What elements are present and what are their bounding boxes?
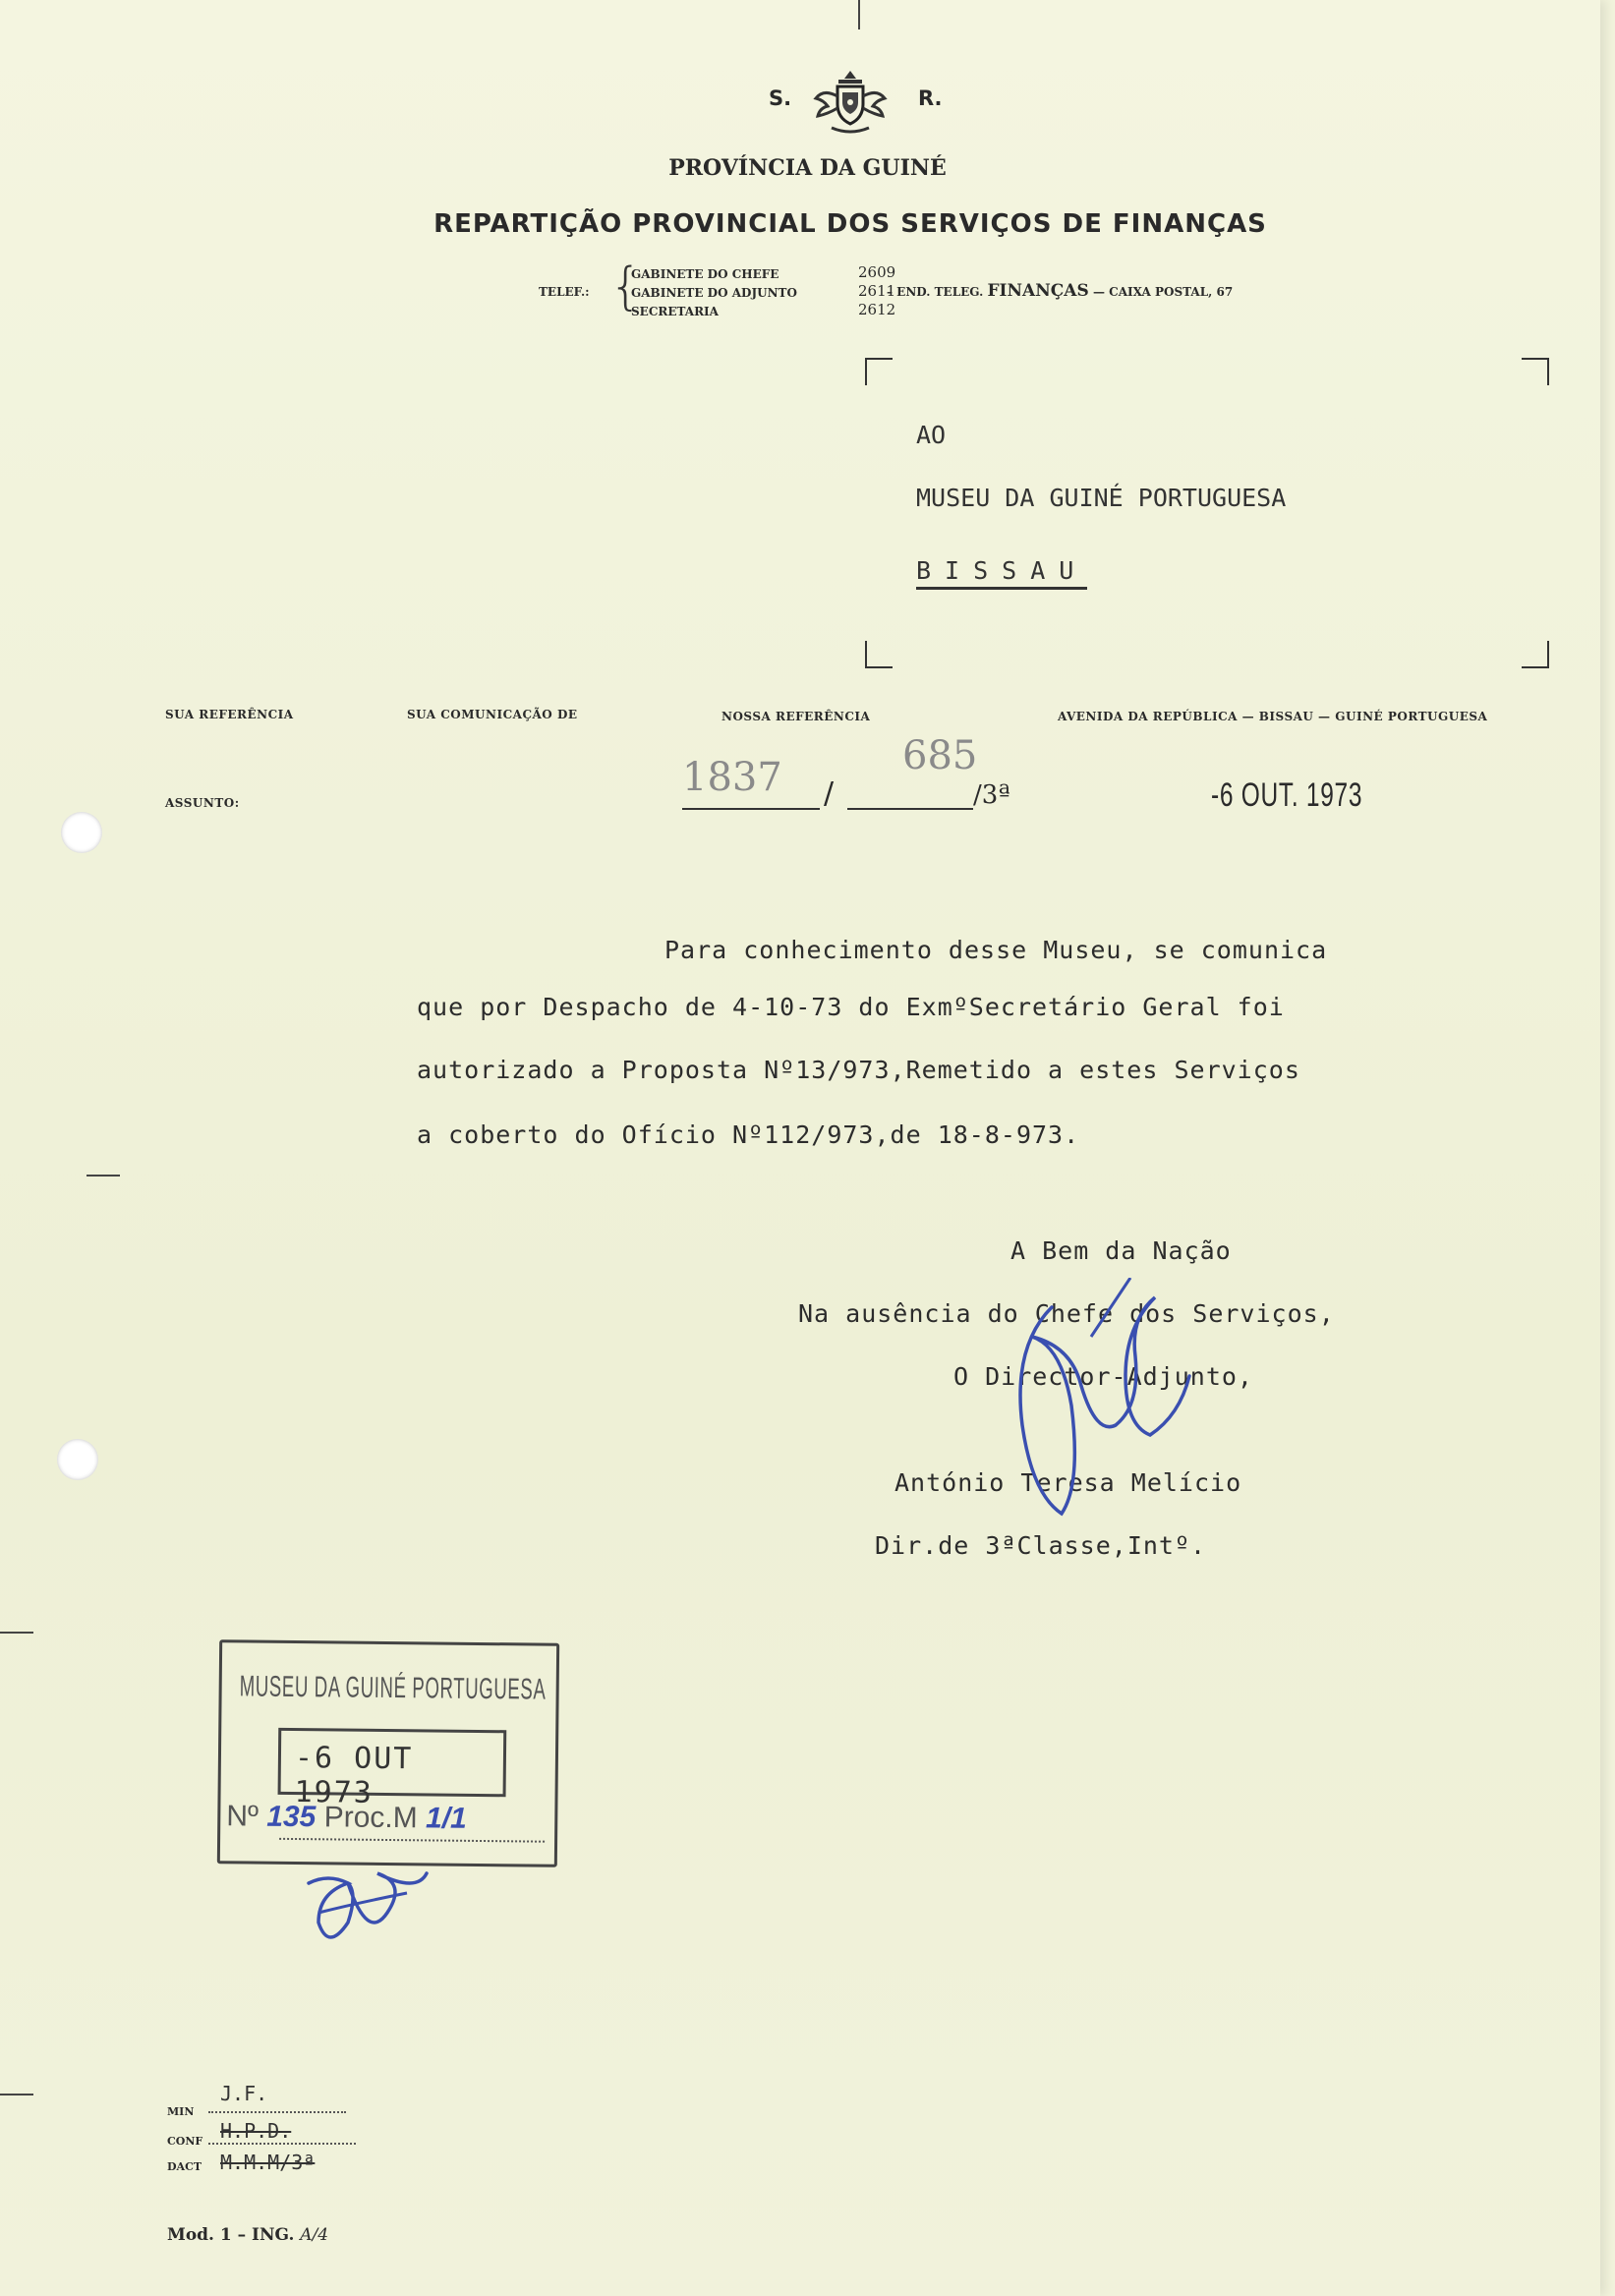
label-assunto: ASSUNTO: bbox=[165, 796, 240, 810]
margin-mark bbox=[87, 1175, 120, 1177]
phone-number: 2609 bbox=[858, 263, 896, 281]
stamp-dotted-line bbox=[279, 1838, 545, 1843]
stamp-proc-label: Proc.M bbox=[323, 1801, 418, 1835]
phone-labels bbox=[631, 265, 797, 321]
role-line: O Director-Adjunto, bbox=[953, 1362, 1253, 1391]
coat-of-arms-icon bbox=[812, 67, 889, 136]
stamp-proc-value: 1/1 bbox=[425, 1802, 467, 1835]
reference-number-1: 1837 bbox=[682, 755, 782, 800]
address-line-recipient: MUSEU DA GUINÉ PORTUGUESA bbox=[916, 484, 1287, 512]
phone-number: 2612 bbox=[858, 301, 896, 318]
model-main: Mod. 1 – ING. bbox=[167, 2225, 295, 2245]
footer-conf-label: CONF bbox=[167, 2135, 203, 2148]
signatory-title: Dir.de 3ªClasse,Intº. bbox=[875, 1531, 1207, 1560]
body-line: a coberto do Ofício Nº112/973,de 18-8-973. bbox=[417, 1120, 1080, 1149]
header-r: R. bbox=[918, 86, 943, 110]
stamp-date: -6 OUT 1973 bbox=[294, 1741, 414, 1810]
closing-line: A Bem da Nação bbox=[1010, 1236, 1232, 1265]
stamp-no-value: 135 bbox=[266, 1800, 317, 1834]
postal-box: — CAIXA POSTAL, 67 bbox=[1092, 285, 1234, 299]
margin-mark bbox=[0, 1632, 33, 1634]
telegraph-name: FINANÇAS bbox=[987, 281, 1089, 301]
absence-line: Na ausência do Chefe dos Serviços, bbox=[798, 1299, 1335, 1328]
punch-hole bbox=[57, 1439, 98, 1480]
phone-label: GABINETE DO CHEFE bbox=[631, 267, 779, 281]
phone-label: GABINETE DO ADJUNTO bbox=[631, 286, 797, 300]
address-corner bbox=[865, 641, 893, 668]
model-number bbox=[167, 2225, 328, 2245]
footer-dotted-line bbox=[208, 2111, 346, 2113]
label-sua-comunicacao: SUA COMUNICAÇÃO DE bbox=[407, 708, 578, 721]
address-corner bbox=[1522, 358, 1549, 385]
telegraph-info bbox=[887, 281, 1233, 301]
footer-dact-label: DACT bbox=[167, 2160, 202, 2173]
footer-dact-value: M.M.M/3ª bbox=[220, 2151, 316, 2174]
body-line: que por Despacho de 4-10-73 do ExmºSecretário Geral foi bbox=[417, 993, 1285, 1021]
label-sua-referencia: SUA REFERÊNCIA bbox=[165, 708, 294, 721]
stamp-number bbox=[226, 1800, 467, 1836]
reference-number-2: 685 bbox=[902, 733, 978, 778]
body-line: autorizado a Proposta Nº13/973,Remetido a estes Serviços bbox=[417, 1056, 1300, 1084]
model-sub: A/4 bbox=[300, 2225, 329, 2245]
label-nossa-referencia: NOSSA REFERÊNCIA bbox=[721, 710, 871, 723]
handwritten-signature bbox=[944, 1278, 1239, 1533]
stamp-no-label: Nº bbox=[226, 1800, 260, 1833]
brace-icon: { bbox=[609, 258, 643, 316]
fold-mark bbox=[858, 0, 860, 29]
province-title: PROVÍNCIA DA GUINÉ bbox=[668, 155, 947, 181]
received-stamp bbox=[217, 1639, 559, 1867]
footer-min-value: J.F. bbox=[220, 2082, 268, 2105]
header-s: S. bbox=[769, 86, 792, 110]
telegraph-prefix: – END. TELEG. bbox=[887, 285, 984, 299]
handwritten-initials bbox=[299, 1864, 431, 1962]
label-avenida: AVENIDA DA REPÚBLICA — BISSAU — GUINÉ PORTUGUESA bbox=[1058, 710, 1488, 723]
reference-underline bbox=[682, 808, 820, 810]
address-line-city: BISSAU bbox=[916, 556, 1087, 590]
address-corner bbox=[1522, 641, 1549, 668]
stamp-date-box bbox=[278, 1728, 507, 1810]
signatory-name: António Teresa Melício bbox=[894, 1468, 1242, 1497]
department-title: REPARTIÇÃO PROVINCIAL DOS SERVIÇOS DE FINANÇAS bbox=[433, 209, 1267, 239]
body-line: Para conhecimento desse Museu, se comunica bbox=[664, 936, 1328, 964]
stamp-title: MUSEU DA GUINÉ PORTUGUESA bbox=[239, 1670, 547, 1706]
address-corner bbox=[865, 358, 893, 385]
footer-dotted-line bbox=[208, 2143, 356, 2145]
margin-mark bbox=[0, 2094, 33, 2095]
reference-slash: / bbox=[824, 776, 835, 811]
address-line-ao: AO bbox=[916, 421, 947, 449]
telef-label: TELEF.: bbox=[539, 285, 590, 299]
punch-hole bbox=[61, 812, 102, 853]
phone-number: 2611 bbox=[858, 282, 896, 300]
reference-suffix: /3ª bbox=[973, 780, 1010, 810]
footer-min-label: MIN bbox=[167, 2105, 195, 2118]
document-date: -6 OUT. 1973 bbox=[1211, 776, 1363, 814]
reference-underline bbox=[847, 808, 973, 810]
phone-label: SECRETARIA bbox=[631, 305, 719, 318]
footer-conf-value: H.P.D. bbox=[220, 2119, 292, 2143]
